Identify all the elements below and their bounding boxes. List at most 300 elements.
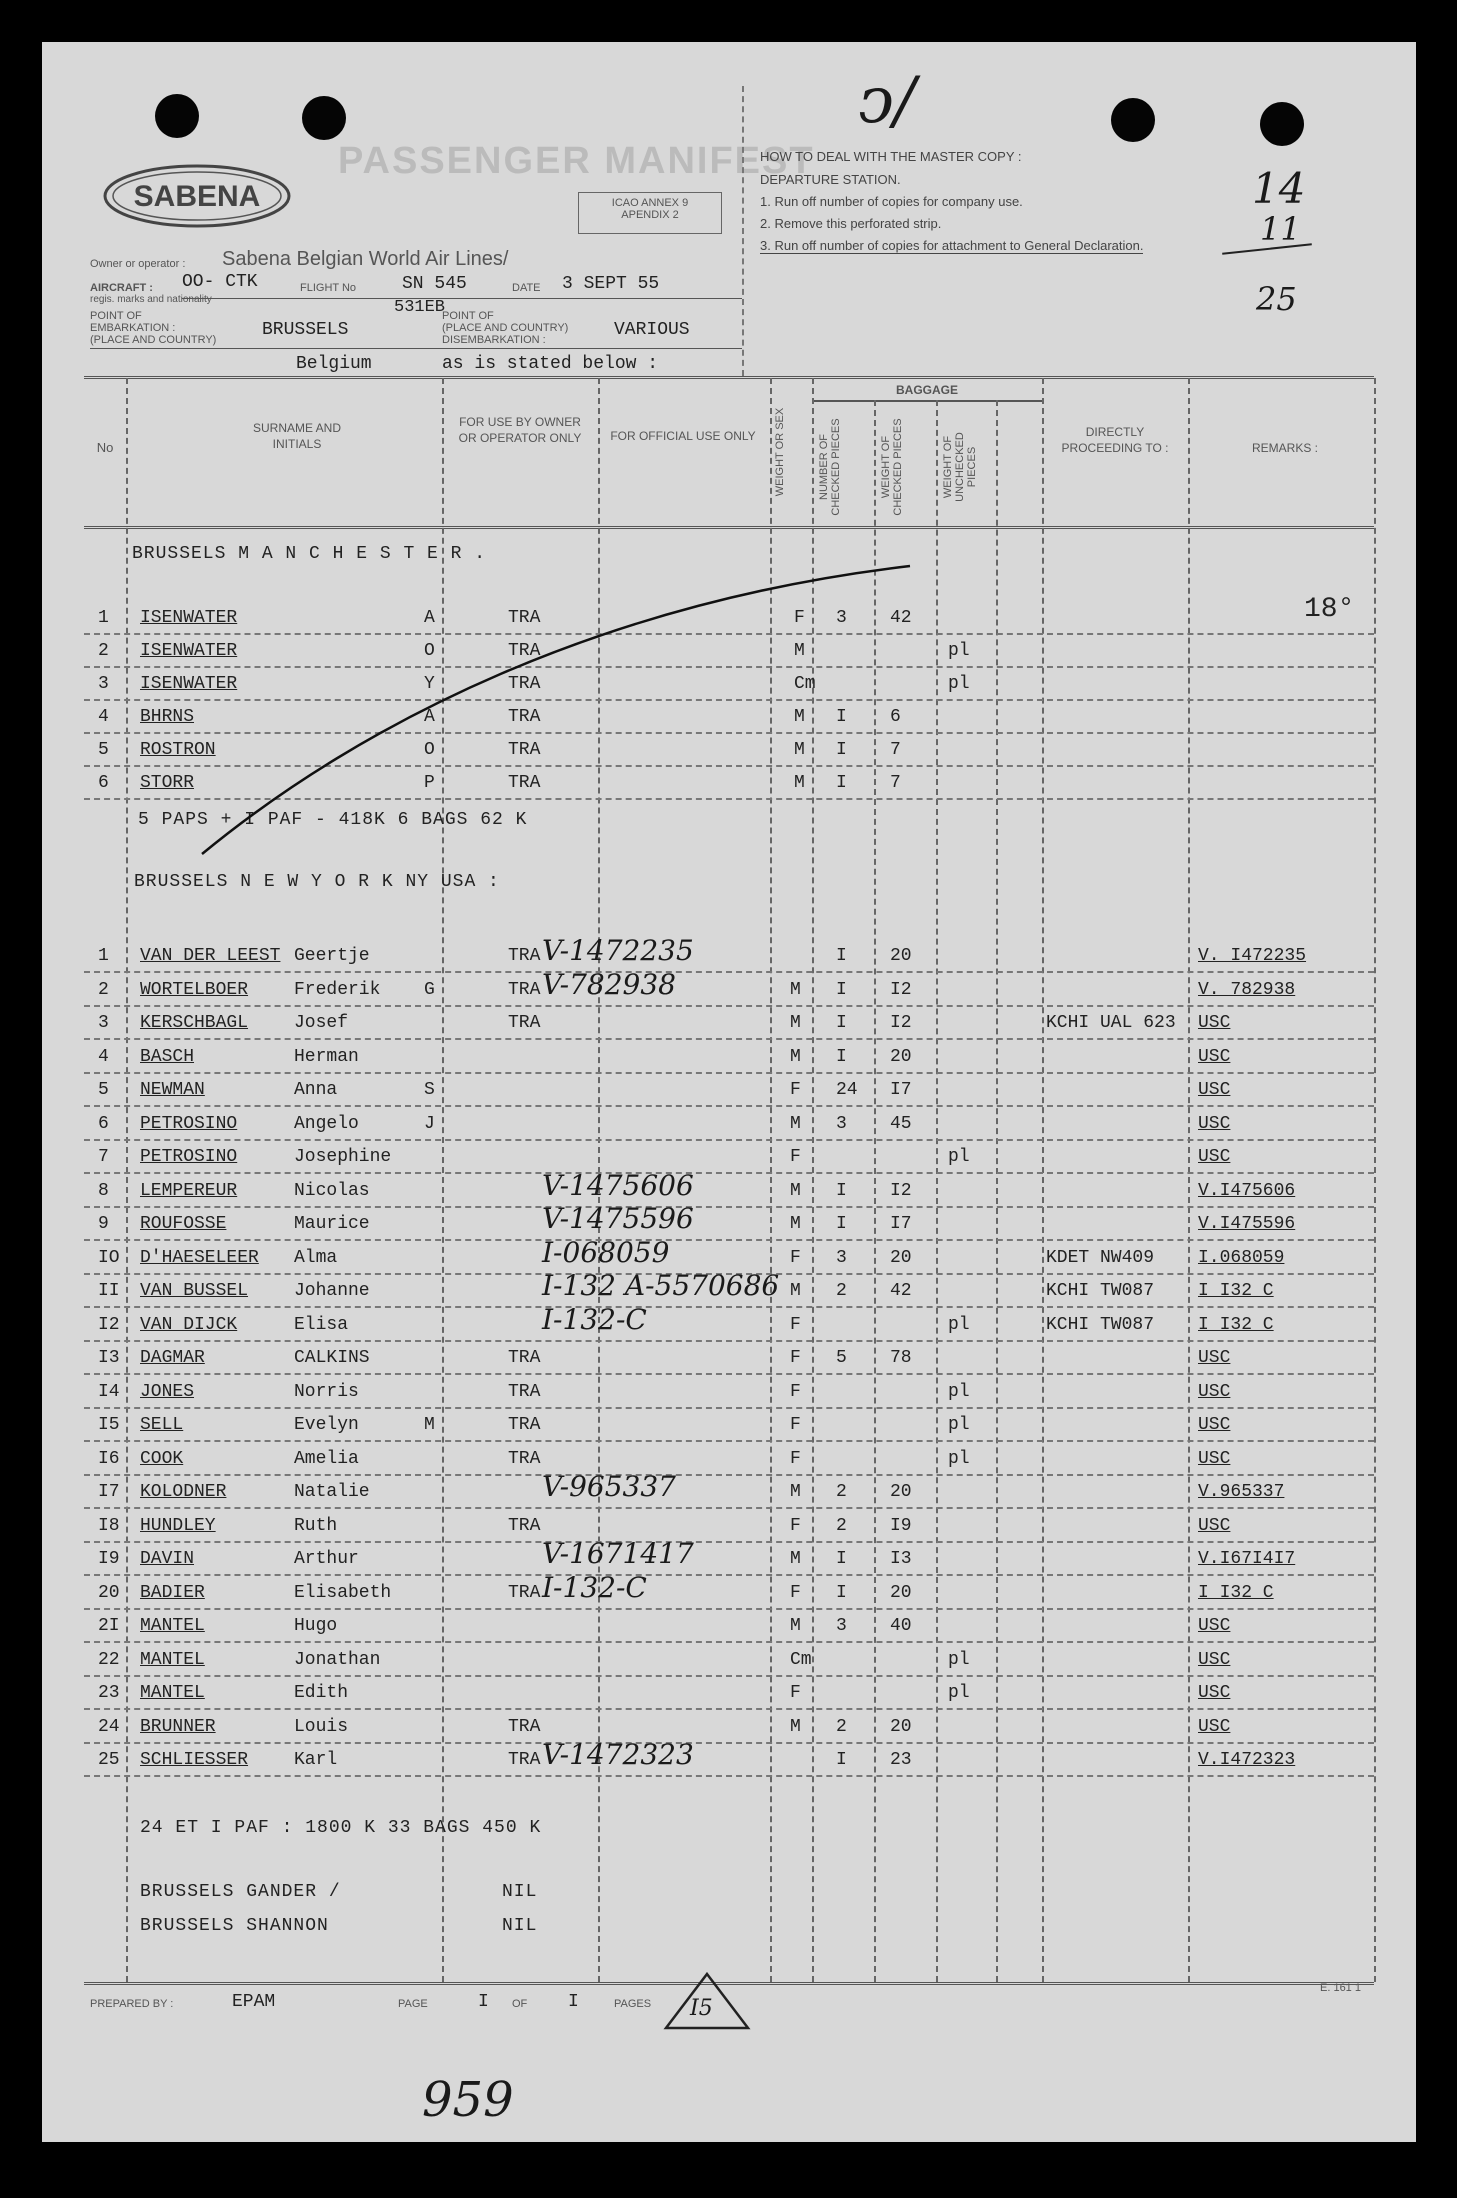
date-label: DATE: [512, 282, 541, 294]
row-num-checked: I: [836, 946, 847, 966]
row-weight-checked: 20: [890, 1247, 912, 1268]
row-first-name: Jonathan: [294, 1649, 381, 1670]
row-sex: M: [794, 773, 805, 793]
row-remarks: USC: [1198, 1448, 1231, 1469]
row-initial: G: [424, 979, 435, 1000]
section3-line: BRUSSELS GANDER /: [140, 1882, 341, 1902]
row-number: 3: [98, 674, 109, 694]
embark-value: BRUSSELS: [262, 320, 349, 340]
row-surname: SELL: [140, 1415, 184, 1435]
row-weight-checked: I2: [890, 1180, 912, 1201]
row-proceeding: KDET NW409: [1046, 1247, 1155, 1268]
row-handwritten-note: I-132-C: [542, 1570, 647, 1604]
row-weight-checked: 20: [890, 1582, 912, 1603]
row-num-checked: 3: [836, 1113, 847, 1134]
row-initial: O: [424, 641, 435, 661]
row-sex: Cm: [794, 674, 816, 694]
table-row: [42, 1470, 1416, 1509]
row-handwritten-note: V-782938: [542, 967, 676, 1001]
row-sex: M: [790, 1013, 801, 1033]
row-owner-use: TRA: [508, 707, 541, 727]
row-number: I3: [98, 1348, 120, 1368]
instructions-sub: DEPARTURE STATION.: [760, 172, 901, 187]
row-weight-checked: 6: [890, 707, 901, 727]
section1-heading: BRUSSELS M A N C H E S T E R .: [132, 544, 487, 564]
row-owner-use: TRA: [508, 1582, 541, 1603]
row-remarks: USC: [1198, 1515, 1231, 1536]
row-weight-checked: 20: [890, 1046, 912, 1067]
table-row: [42, 934, 1416, 973]
row-num-checked: I: [836, 707, 847, 727]
col-head-owner-use: FOR USE BY OWNER OR OPERATOR ONLY: [458, 415, 582, 445]
col-head-no: No: [96, 440, 114, 455]
instruction-1: 1. Run off number of copies for company use.: [760, 194, 1023, 209]
row-owner-use: TRA: [508, 1381, 541, 1402]
table-row: [42, 1409, 1416, 1442]
row-sex: F: [790, 1683, 801, 1703]
row-first-name: Nicolas: [294, 1180, 370, 1201]
row-surname: ROUFOSSE: [140, 1214, 227, 1234]
row-sex: F: [790, 1080, 801, 1100]
row-sex: F: [790, 1314, 801, 1335]
row-number: I4: [98, 1381, 120, 1402]
disembark-label-1: POINT OF: [442, 310, 494, 322]
row-proceeding: KCHI UAL 623: [1046, 1013, 1176, 1033]
section1-total: 5 PAPS + I PAF - 418K 6 BAGS 62 K: [138, 810, 528, 830]
page-label: PAGE: [398, 1998, 428, 2010]
row-remarks: USC: [1198, 1013, 1231, 1033]
table-row: [42, 1711, 1416, 1744]
row-number: 1: [98, 608, 109, 628]
row-surname: BRUNNER: [140, 1716, 216, 1737]
row-surname: LEMPEREUR: [140, 1180, 238, 1201]
row-num-checked: 2: [836, 1281, 847, 1301]
row-number: 5: [98, 740, 109, 760]
row-sex: F: [790, 1348, 801, 1368]
row-number: 23: [98, 1683, 120, 1703]
table-row: [42, 1202, 1416, 1241]
prepared-label: PREPARED BY :: [90, 1998, 174, 2010]
row-num-checked: I: [836, 1750, 847, 1770]
instruction-3: 3. Run off number of copies for attachment to General Declaration.: [760, 238, 1144, 253]
table-row: [42, 1376, 1416, 1409]
row-owner-use: TRA: [508, 1716, 541, 1737]
row-surname: DAGMAR: [140, 1348, 205, 1368]
row-surname: ROSTRON: [140, 740, 216, 760]
row-owner-use: TRA: [508, 1415, 541, 1435]
row-remarks: USC: [1198, 1381, 1231, 1402]
aircraft-label: AIRCRAFT :: [90, 282, 153, 294]
row-initial: P: [424, 773, 435, 793]
row-sex: M: [790, 1482, 801, 1502]
row-first-name: Anna: [294, 1080, 338, 1100]
row-initial: J: [424, 1113, 435, 1134]
row-proceeding: KCHI TW087: [1046, 1281, 1155, 1301]
manifest-title: PASSENGER MANIFEST: [338, 140, 815, 182]
row-unchecked: pl: [948, 641, 970, 661]
row-remarks: V.I472323: [1198, 1750, 1296, 1770]
row-num-checked: I: [836, 740, 847, 760]
row-remarks: USC: [1198, 1616, 1231, 1636]
country-value: Belgium: [296, 354, 372, 374]
disembark-label-3: DISEMBARKATION :: [442, 334, 546, 346]
row-sex: F: [790, 1147, 801, 1167]
owner-label: Owner or operator :: [90, 258, 186, 270]
row-remarks: USC: [1198, 1113, 1231, 1134]
hand-number-bottom: 959: [422, 2072, 514, 2128]
row-surname: PETROSINO: [140, 1113, 238, 1134]
row-owner-use: TRA: [508, 1348, 541, 1368]
row-first-name: Elisa: [294, 1314, 349, 1335]
row-number: 25: [98, 1750, 120, 1770]
row-first-name: Ruth: [294, 1515, 338, 1536]
row-first-name: Herman: [294, 1046, 359, 1067]
of-value: I: [568, 1992, 579, 2012]
cross-out-stroke: [42, 42, 1416, 942]
row-num-checked: 3: [836, 1616, 847, 1636]
row-weight-checked: 42: [890, 1281, 912, 1301]
row-num-checked: 5: [836, 1348, 847, 1368]
row-remarks: V. I472235: [1198, 946, 1307, 966]
row-num-checked: I: [836, 979, 847, 1000]
col-head-num-checked: NUMBER OF CHECKED PIECES: [818, 418, 842, 516]
row-sex: F: [794, 608, 805, 628]
row-initial: O: [424, 740, 435, 760]
row-number: I2: [98, 1314, 120, 1335]
disembark-label-2: (PLACE AND COUNTRY): [442, 322, 569, 334]
row-handwritten-note: V-1472323: [542, 1738, 694, 1771]
row-num-checked: I: [836, 1214, 847, 1234]
row-first-name: Hugo: [294, 1616, 338, 1636]
row-surname: PETROSINO: [140, 1147, 238, 1167]
row-handwritten-note: V-1475596: [542, 1202, 694, 1235]
row-number: 3: [98, 1013, 109, 1033]
row-number: II: [98, 1281, 120, 1301]
row-number: 2: [98, 979, 109, 1000]
row-handwritten-note: I-068059: [542, 1235, 670, 1269]
row-sex: Cm: [790, 1649, 812, 1670]
row-first-name: Natalie: [294, 1482, 370, 1502]
row-number: 1: [98, 946, 109, 966]
row-unchecked: pl: [948, 1448, 970, 1469]
row-surname: DAVIN: [140, 1549, 195, 1569]
row-num-checked: 2: [836, 1482, 847, 1502]
row-remarks: V.I475606: [1198, 1180, 1296, 1201]
stamp-number: I5: [690, 1996, 713, 2021]
row-weight-checked: 20: [890, 1716, 912, 1737]
logo-text: SABENA: [133, 180, 261, 213]
row-number: 4: [98, 1046, 109, 1067]
section2-total: 24 ET I PAF : 1800 K 33 BAGS 450 K: [140, 1818, 542, 1838]
row-remarks: V.I67I4I7: [1198, 1549, 1296, 1569]
row-surname: SCHLIESSER: [140, 1750, 249, 1770]
row-sex: F: [790, 1515, 801, 1536]
row-number: 6: [98, 1113, 109, 1134]
row-handwritten-note: V-1472235: [542, 934, 694, 967]
row-num-checked: 3: [836, 1247, 847, 1268]
table-row: [42, 1570, 1416, 1610]
sub-flight: 531EB: [394, 298, 446, 317]
row-unchecked: pl: [948, 674, 970, 694]
row-remarks: USC: [1198, 1147, 1231, 1167]
instruction-2: 2. Remove this perforated strip.: [760, 216, 942, 231]
row-owner-use: TRA: [508, 979, 541, 1000]
table-row: [42, 1610, 1416, 1643]
aircraft-regis-label: regis. marks and nationality: [90, 294, 212, 305]
col-head-weight-checked: WEIGHT OF CHECKED PIECES: [880, 418, 904, 516]
table-row: [42, 1041, 1416, 1074]
row-number: 4: [98, 707, 109, 727]
of-label: OF: [512, 1998, 528, 2010]
row-remarks: V. 782938: [1198, 979, 1296, 1000]
row-sex: M: [790, 1113, 801, 1134]
row-surname: D'HAESELEER: [140, 1247, 259, 1268]
row-sex: F: [790, 1381, 801, 1402]
pages-label: PAGES: [614, 1998, 652, 2010]
row-number: 22: [98, 1649, 120, 1670]
row-first-name: Norris: [294, 1381, 359, 1402]
row-first-name: Louis: [294, 1716, 349, 1737]
row-handwritten-note: I-132-C: [542, 1302, 647, 1336]
row-owner-use: TRA: [508, 1750, 541, 1770]
row-sex: F: [790, 1415, 801, 1435]
row-first-name: Evelyn: [294, 1415, 359, 1435]
row-number: I6: [98, 1448, 120, 1469]
row-surname: ISENWATER: [140, 674, 238, 694]
row-num-checked: I: [836, 773, 847, 793]
col-head-remarks: REMARKS :: [1251, 441, 1318, 455]
as-stated: as is stated below :: [442, 354, 659, 374]
row-first-name: Frederik: [294, 979, 381, 1000]
row-surname: VAN DIJCK: [140, 1314, 238, 1335]
row-first-name: Angelo: [294, 1113, 359, 1134]
date-value: 3 SEPT 55: [562, 274, 660, 294]
row-initial: A: [424, 608, 435, 628]
row-sex: F: [790, 1582, 801, 1603]
row-initial: Y: [424, 674, 435, 694]
row-sex: M: [790, 1281, 801, 1301]
row-sex: M: [790, 1549, 801, 1569]
row-surname: COOK: [140, 1448, 184, 1469]
page-value: I: [478, 1992, 489, 2012]
row-handwritten-note: V-1475606: [542, 1168, 694, 1202]
table-row: [42, 1443, 1416, 1476]
row-num-checked: 2: [836, 1515, 847, 1536]
row-unchecked: pl: [948, 1683, 970, 1703]
row-weight-checked: I9: [890, 1515, 912, 1536]
hand-mark-right-1: 14: [1252, 164, 1306, 213]
row-weight-checked: 23: [890, 1750, 912, 1770]
table-row: [42, 1644, 1416, 1677]
row-handwritten-note: I-132 A-5570686: [542, 1269, 780, 1302]
row-surname: BHRNS: [140, 707, 195, 727]
row-weight-checked: 7: [890, 740, 901, 760]
row-num-checked: I: [836, 1582, 847, 1603]
row-weight-checked: 45: [890, 1113, 912, 1134]
row-initial: S: [424, 1080, 435, 1100]
table-row: [42, 1074, 1416, 1107]
row-surname: ISENWATER: [140, 608, 238, 628]
row-owner-use: TRA: [508, 674, 541, 694]
flight-label: FLIGHT No: [300, 282, 357, 294]
row-first-name: Maurice: [294, 1214, 370, 1234]
row-num-checked: I: [836, 1046, 847, 1067]
row-first-name: CALKINS: [294, 1348, 370, 1368]
table-row: [42, 1141, 1416, 1174]
row-weight-checked: 20: [890, 946, 912, 966]
col-head-official-use: FOR OFFICIAL USE ONLY: [610, 429, 756, 443]
row-unchecked: pl: [948, 1381, 970, 1402]
row-number: I5: [98, 1415, 120, 1435]
table-row: [42, 1677, 1416, 1710]
row-sex: M: [794, 641, 805, 661]
row-sex: M: [790, 1716, 801, 1737]
section1-remark: 18°: [1304, 594, 1355, 625]
row-weight-checked: 42: [890, 608, 912, 628]
embark-label-1: POINT OF: [90, 310, 142, 322]
row-first-name: Amelia: [294, 1448, 359, 1469]
row-proceeding: KCHI TW087: [1046, 1314, 1155, 1335]
row-num-checked: I: [836, 1013, 847, 1033]
row-sex: F: [790, 1247, 801, 1268]
row-owner-use: TRA: [508, 1448, 541, 1469]
row-remarks: USC: [1198, 1683, 1231, 1703]
row-first-name: Edith: [294, 1683, 349, 1703]
row-weight-checked: 7: [890, 773, 901, 793]
row-sex: M: [790, 1616, 801, 1636]
row-num-checked: 24: [836, 1080, 858, 1100]
row-unchecked: pl: [948, 1649, 970, 1670]
row-weight-checked: 78: [890, 1348, 912, 1368]
row-sex: M: [790, 1046, 801, 1067]
row-remarks: I.068059: [1198, 1247, 1285, 1268]
manifest-sheet: [42, 42, 1416, 2142]
row-num-checked: I: [836, 1549, 847, 1569]
row-weight-checked: I2: [890, 979, 912, 1000]
row-number: I7: [98, 1482, 120, 1502]
row-surname: VAN BUSSEL: [140, 1281, 249, 1301]
row-surname: MANTEL: [140, 1683, 205, 1703]
row-remarks: USC: [1198, 1348, 1231, 1368]
table-row: [42, 1007, 1416, 1040]
prepared-value: EPAM: [232, 1992, 276, 2012]
embark-label-2: EMBARKATION :: [90, 322, 176, 334]
row-owner-use: TRA: [508, 1515, 541, 1536]
row-num-checked: 3: [836, 608, 847, 628]
row-first-name: Josef: [294, 1013, 349, 1033]
row-remarks: USC: [1198, 1716, 1231, 1737]
aircraft-value: OO- CTK: [182, 272, 258, 292]
table-row: [42, 1510, 1416, 1543]
section4-value: NIL: [502, 1916, 538, 1936]
row-number: 20: [98, 1582, 120, 1603]
row-sex: M: [790, 1214, 801, 1234]
row-first-name: Karl: [294, 1750, 338, 1770]
row-surname: BADIER: [140, 1582, 205, 1603]
row-unchecked: pl: [948, 1415, 970, 1435]
col-head-surname: SURNAME AND INITIALS: [252, 421, 341, 451]
row-sex: M: [794, 740, 805, 760]
row-handwritten-note: V-965337: [542, 1470, 676, 1503]
row-surname: BASCH: [140, 1046, 195, 1067]
row-weight-checked: 40: [890, 1616, 912, 1636]
row-number: 2: [98, 641, 109, 661]
embark-label-3: (PLACE AND COUNTRY): [90, 334, 217, 346]
row-remarks: USC: [1198, 1415, 1231, 1435]
row-owner-use: TRA: [508, 946, 541, 966]
row-number: 2I: [98, 1616, 120, 1636]
row-remarks: I I32 C: [1198, 1281, 1274, 1301]
row-surname: JONES: [140, 1381, 195, 1402]
row-owner-use: TRA: [508, 641, 541, 661]
row-surname: KOLODNER: [140, 1482, 227, 1502]
col-head-baggage: BAGGAGE: [895, 383, 958, 397]
section2-heading: BRUSSELS N E W Y O R K NY USA :: [134, 872, 500, 892]
table-row: [42, 1168, 1416, 1208]
row-sex: M: [794, 707, 805, 727]
row-sex: M: [790, 979, 801, 1000]
row-surname: MANTEL: [140, 1649, 205, 1670]
row-first-name: Geertje: [294, 946, 370, 966]
row-number: I9: [98, 1549, 120, 1569]
table-row: [42, 1342, 1416, 1375]
row-remarks: V.I475596: [1198, 1214, 1296, 1234]
row-handwritten-note: V-1671417: [542, 1537, 694, 1570]
row-number: I8: [98, 1515, 120, 1536]
row-surname: STORR: [140, 773, 195, 793]
row-first-name: Josephine: [294, 1147, 392, 1167]
icao-line-2: APENDIX 2: [621, 209, 679, 221]
row-first-name: Johanne: [294, 1281, 370, 1301]
row-remarks: USC: [1198, 1046, 1231, 1067]
row-surname: MANTEL: [140, 1616, 205, 1636]
row-unchecked: pl: [948, 1147, 970, 1167]
row-owner-use: TRA: [508, 608, 541, 628]
row-first-name: Elisabeth: [294, 1582, 392, 1603]
row-surname: WORTELBOER: [140, 979, 249, 1000]
row-number: 6: [98, 773, 109, 793]
row-number: 7: [98, 1147, 109, 1167]
disembark-value: VARIOUS: [614, 320, 690, 340]
row-unchecked: pl: [948, 1314, 970, 1335]
row-weight-checked: I2: [890, 1013, 912, 1033]
hand-mark-top: ↄ/: [858, 64, 916, 138]
row-remarks: I I32 C: [1198, 1314, 1274, 1335]
row-owner-use: TRA: [508, 740, 541, 760]
row-owner-use: TRA: [508, 1013, 541, 1033]
hand-mark-right-3: 25: [1256, 280, 1297, 318]
section4-line: BRUSSELS SHANNON: [140, 1916, 329, 1936]
row-surname: KERSCHBAGL: [140, 1013, 249, 1033]
col-head-sex: WEIGHT OR SEX: [774, 407, 786, 497]
row-num-checked: 2: [836, 1716, 847, 1737]
row-number: 5: [98, 1080, 109, 1100]
row-remarks: V.965337: [1198, 1482, 1285, 1502]
row-rule: [84, 1775, 1374, 1777]
row-num-checked: I: [836, 1180, 847, 1201]
row-remarks: I I32 C: [1198, 1582, 1274, 1603]
row-number: 9: [98, 1214, 109, 1234]
row-weight-checked: I7: [890, 1080, 912, 1100]
col-head-proceeding: DIRECTLY PROCEEDING TO :: [1061, 425, 1169, 455]
row-number: 24: [98, 1716, 120, 1737]
row-initial: A: [424, 707, 435, 727]
row-surname: VAN DER LEEST: [140, 946, 281, 966]
table-row: [42, 967, 1416, 1007]
row-surname: NEWMAN: [140, 1080, 205, 1100]
row-remarks: USC: [1198, 1080, 1231, 1100]
table-row: [42, 1269, 1416, 1308]
